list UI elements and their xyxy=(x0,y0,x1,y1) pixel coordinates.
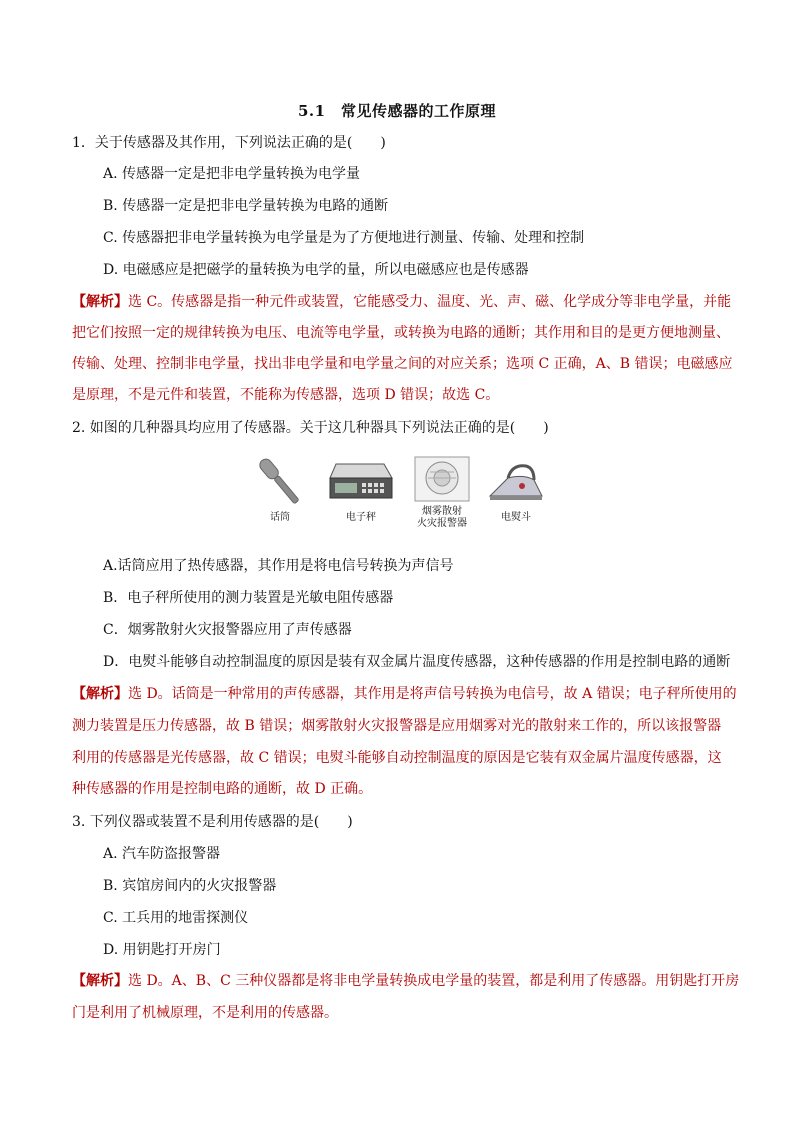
figure-label-smoke-1: 烟雾散射 xyxy=(422,506,462,517)
page-title: 5.1 常见传感器的工作原理 xyxy=(297,102,497,120)
question-3-option-b: B. 宾馆房间内的火灾报警器 xyxy=(103,878,277,894)
question-1-option-c: C. 传感器把非电学量转换为电学量是为了方便地进行测量、传输、处理和控制 xyxy=(103,230,585,246)
analysis-tag: 【解析】 xyxy=(72,973,128,989)
question-2-stem: 2. 如图的几种器具均应用了传感器。关于这几种器具下列说法正确的是( ) xyxy=(72,420,549,436)
electronic-scale-icon xyxy=(326,456,396,508)
figure-label-scale: 电子秤 xyxy=(346,512,376,523)
question-3-analysis-line-2: 门是利用了机械原理，不是利用的传感器。 xyxy=(72,1005,338,1021)
question-1-option-d: D. 电磁感应是把磁学的量转换为电学的量，所以电磁感应也是传感器 xyxy=(103,262,529,278)
question-1-option-b: B. 传感器一定是把非电学量转换为电路的通断 xyxy=(103,198,389,214)
question-1-analysis-line-4: 是原理，不是元件和装置，不能称为传感器，选项 D 错误；故选 C。 xyxy=(72,387,500,403)
question-2-option-c: C．烟雾散射火灾报警器应用了声传感器 xyxy=(103,622,352,638)
question-1-analysis-line-2: 把它们按照一定的规律转换为电压、电流等电学量，或转换为电路的通断；其作用和目的是更方便地测量、 xyxy=(72,325,730,341)
question-3-stem: 3. 下列仪器或装置不是利用传感器的是( ) xyxy=(72,814,353,830)
figure-item-smoke-alarm xyxy=(406,456,478,530)
electric-iron-icon xyxy=(484,456,548,508)
figure-item-microphone xyxy=(248,456,312,524)
figure-label-iron: 电熨斗 xyxy=(501,512,531,523)
question-1-analysis-line-1: 【解析】选 C。传感器是指一种元件或装置，它能感受力、温度、光、声、磁、化学成分等非电学量，并能 xyxy=(72,294,732,310)
analysis-tag: 【解析】 xyxy=(72,686,128,702)
question-3-option-d: D. 用钥匙打开房门 xyxy=(103,942,221,958)
question-3-option-a: A. 汽车防盗报警器 xyxy=(103,846,221,862)
question-2-option-b: B．电子秤所使用的测力装置是光敏电阻传感器 xyxy=(103,590,394,606)
figure-item-iron xyxy=(484,456,548,524)
microphone-icon xyxy=(248,456,312,508)
figure-label-microphone: 话筒 xyxy=(270,512,290,523)
question-2-option-a: A.话筒应用了热传感器，其作用是将电信号转换为声信号 xyxy=(103,558,454,574)
question-2-option-d: D．电熨斗能够自动控制温度的原因是装有双金属片温度传感器，这种传感器的作用是控制电路的通断 xyxy=(103,654,731,670)
figure-item-scale xyxy=(326,456,396,524)
analysis-tag: 【解析】 xyxy=(72,294,128,310)
question-1-option-a: A. 传感器一定是把非电学量转换为电学量 xyxy=(103,166,361,182)
question-2-analysis-line-4: 种传感器的作用是控制电路的通断，故 D 正确。 xyxy=(72,781,373,797)
question-1-stem: 1．关于传感器及其作用，下列说法正确的是( ) xyxy=(72,135,386,151)
question-3-option-c: C. 工兵用的地雷探测仪 xyxy=(103,910,249,926)
figure-label-smoke-2: 火灾报警器 xyxy=(417,518,467,529)
question-2-analysis-line-1: 【解析】选 D。话筒是一种常用的声传感器，其作用是将声信号转换为电信号，故 A 错误；电子秤所使用的 xyxy=(72,686,737,702)
question-3-analysis-line-1: 【解析】选 D。A、B、C 三种仪器都是将非电学量转换成电学量的装置，都是利用了传感器。用钥匙打开房 xyxy=(72,973,740,989)
question-1-analysis-line-3: 传输、处理、控制非电学量，找出非电学量和电学量之间的对应关系；选项 C 正确，A、B 错误；电磁感应 xyxy=(72,356,733,372)
sensor-devices-figure xyxy=(246,456,546,534)
question-2-analysis-line-3: 利用的传感器是光传感器，故 C 错误；电熨斗能够自动控制温度的原因是它装有双金属片温度传感器，这 xyxy=(72,750,722,766)
smoke-detector-icon xyxy=(414,456,470,502)
question-2-analysis-line-2: 测力装置是压力传感器，故 B 错误；烟雾散射火灾报警器是应用烟雾对光的散射来工作的，所以该报警器 xyxy=(72,718,722,734)
